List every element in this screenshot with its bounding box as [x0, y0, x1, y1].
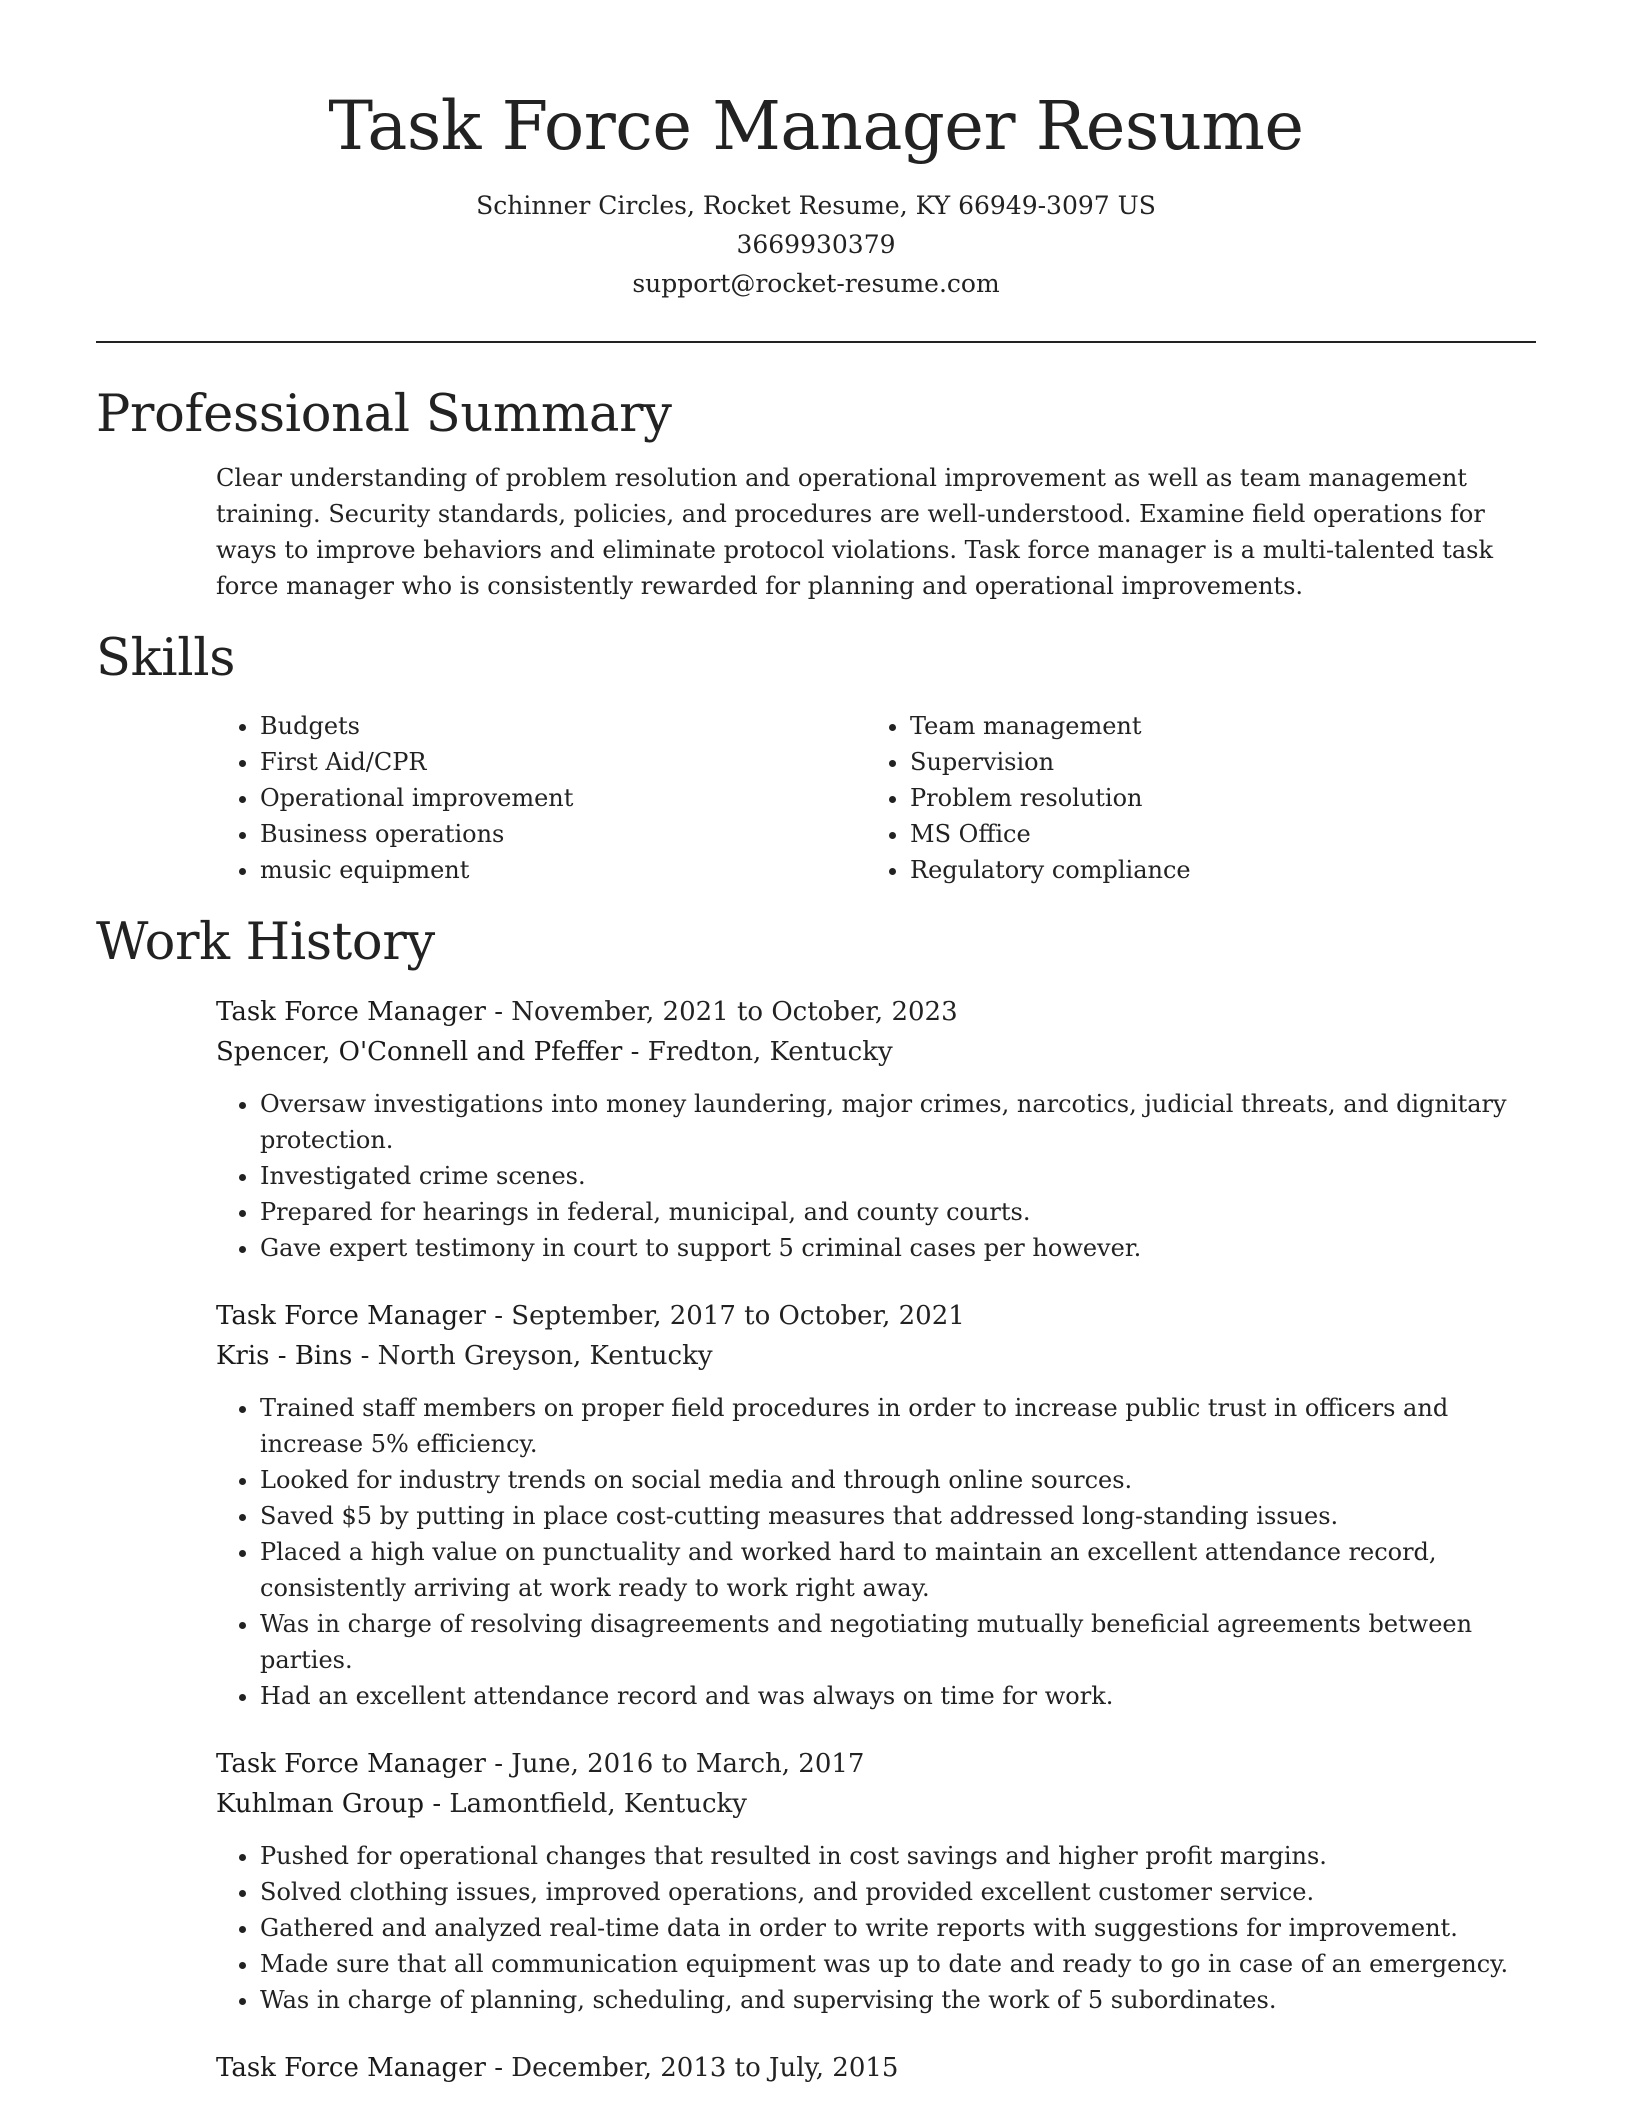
job-duty: • Prepared for hearings in federal, municipal, and county courts.: [260, 1194, 1536, 1230]
job-title-line: Task Force Manager - December, 2013 to July, 2015: [216, 2053, 899, 2083]
skill-item: • Regulatory compliance: [910, 852, 1516, 888]
skill-item: • Supervision: [910, 744, 1516, 780]
skills-section: [96, 626, 1536, 888]
skill-item: • Budgets: [260, 708, 866, 744]
job-title: Task Force Manager: [216, 2053, 486, 2083]
skill-item: • First Aid/CPR: [260, 744, 866, 780]
job-title-line: Task Force Manager - September, 2017 to October, 2021: [216, 1301, 965, 1331]
job-company: Spencer, O'Connell and Pfeffer: [216, 1037, 623, 1067]
job-location: North Greyson, Kentucky: [377, 1341, 713, 1371]
skills-column-right: [866, 708, 1516, 888]
job-company: Kris - Bins: [216, 1341, 353, 1371]
skill-item: • Team management: [910, 708, 1516, 744]
job-title: Task Force Manager: [216, 997, 486, 1027]
skill-item: • MS Office: [910, 816, 1516, 852]
job-entry: [216, 2048, 1536, 2088]
job-duty: • Had an excellent attendance record and was always on time for work.: [260, 1678, 1536, 1714]
job-duty: • Pushed for operational changes that resulted in cost savings and higher profit margins.: [260, 1838, 1536, 1874]
job-company: Kuhlman Group: [216, 1789, 425, 1819]
job-dates: November, 2021 to October, 2023: [511, 997, 958, 1027]
contact-address: Schinner Circles, Rocket Resume, KY 66949-3097 US: [476, 191, 1156, 220]
resume-header: [0, 0, 1632, 303]
job-dates: June, 2016 to March, 2017: [511, 1749, 865, 1779]
job-duty: • Trained staff members on proper field procedures in order to increase public trust in officers and increase 5% efficiency.: [260, 1390, 1536, 1462]
summary-heading: Professional Summary: [96, 385, 672, 444]
skill-item: • Problem resolution: [910, 780, 1516, 816]
job-duty: • Solved clothing issues, improved operations, and provided excellent customer service.: [260, 1874, 1536, 1910]
job-duty: • Gave expert testimony in court to support 5 criminal cases per however.: [260, 1230, 1536, 1266]
summary-section: [96, 382, 1536, 604]
job-title-line: Task Force Manager - June, 2016 to March, 2017: [216, 1749, 865, 1779]
job-entry: [216, 1296, 1536, 1714]
job-dates: September, 2017 to October, 2021: [511, 1301, 965, 1331]
resume-title: Task Force Manager Resume: [328, 87, 1304, 165]
work-history-heading: Work History: [96, 913, 435, 972]
skills-list: [216, 708, 1536, 888]
job-duty: • Was in charge of planning, scheduling, and supervising the work of 5 subordinates.: [260, 1982, 1536, 2018]
header-divider: [96, 341, 1536, 343]
job-duties: [216, 1838, 1536, 2018]
work-history-section: [96, 910, 1536, 2088]
job-duty: • Saved $5 by putting in place cost-cutting measures that addressed long-standing issues.: [260, 1498, 1536, 1534]
job-company-line: Kris - Bins - North Greyson, Kentucky: [216, 1341, 713, 1371]
job-company-line: Kuhlman Group - Lamontfield, Kentucky: [216, 1789, 747, 1819]
job-duty: • Was in charge of resolving disagreements and negotiating mutually beneficial agreements between parties.: [260, 1606, 1536, 1678]
skills-heading: Skills: [96, 629, 236, 688]
contact-phone: 3669930379: [736, 230, 896, 259]
job-duty: • Made sure that all communication equipment was up to date and ready to go in case of an emergency.: [260, 1946, 1536, 1982]
job-title: Task Force Manager: [216, 1749, 486, 1779]
job-duties: [216, 1086, 1536, 1266]
job-duty: • Looked for industry trends on social media and through online sources.: [260, 1462, 1536, 1498]
skills-column-left: [216, 708, 866, 888]
job-duty: • Gathered and analyzed real-time data in order to write reports with suggestions for improvement.: [260, 1910, 1536, 1946]
job-duties: [216, 1390, 1536, 1714]
job-entry: [216, 1744, 1536, 2018]
job-dates: December, 2013 to July, 2015: [511, 2053, 899, 2083]
contact-email: support@rocket-resume.com: [632, 269, 1000, 298]
job-duty: • Investigated crime scenes.: [260, 1158, 1536, 1194]
job-location: Lamontfield, Kentucky: [449, 1789, 747, 1819]
job-entry: [216, 992, 1536, 1266]
job-title-line: Task Force Manager - November, 2021 to October, 2023: [216, 997, 958, 1027]
summary-text: Clear understanding of problem resolution and operational improvement as well as team management training. Security standards, policies, and procedures are well-understood. Examine field operations for ways to improve behaviors and eliminate protocol violations. Task force manager is a multi-talented task force manager who is consistently rewarded for planning and operational improvements.: [216, 464, 1493, 600]
job-location: Fredton, Kentucky: [647, 1037, 893, 1067]
skill-item: • music equipment: [260, 852, 866, 888]
job-company-line: Spencer, O'Connell and Pfeffer - Fredton, Kentucky: [216, 1037, 893, 1067]
job-duty: • Oversaw investigations into money laundering, major crimes, narcotics, judicial threats, and dignitary protection.: [260, 1086, 1536, 1158]
job-title: Task Force Manager: [216, 1301, 486, 1331]
skill-item: • Operational improvement: [260, 780, 866, 816]
resume-content: [96, 382, 1536, 2088]
skill-item: • Business operations: [260, 816, 866, 852]
job-duty: • Placed a high value on punctuality and worked hard to maintain an excellent attendance record, consistently arriving at work ready to work right away.: [260, 1534, 1536, 1606]
